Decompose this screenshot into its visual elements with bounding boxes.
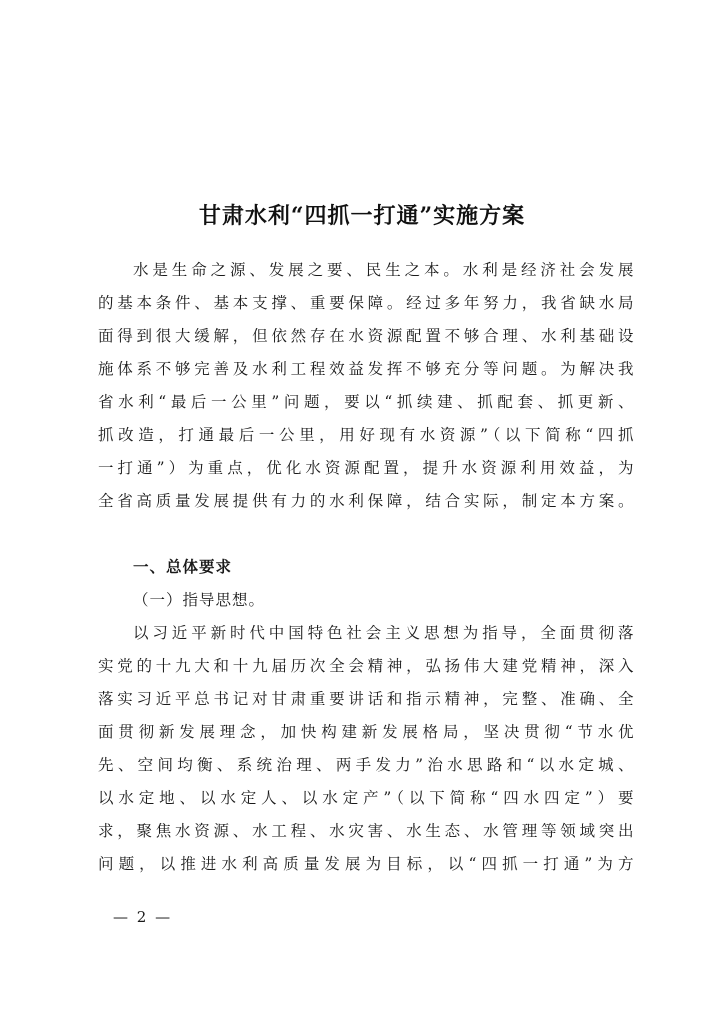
paragraph-line: 问题，以推进水利高质量发展为目标，以“四抓一打通”为方 [98, 855, 634, 873]
subsection-heading: （一）指导思想。 [133, 591, 266, 609]
paragraph-line: 一打通”）为重点，优化水资源配置，提升水资源利用效益，为 [98, 459, 634, 477]
paragraph-line: 全省高质量发展提供有力的水利保障，结合实际，制定本方案。 [98, 492, 634, 510]
paragraph-line: 先、空间均衡、系统治理、两手发力”治水思路和“以水定城、 [98, 756, 634, 774]
paragraph-line: 抓改造，打通最后一公里，用好现有水资源”（以下简称“四抓 [98, 426, 634, 444]
paragraph-line: 面贯彻新发展理念，加快构建新发展格局，坚决贯彻“节水优 [98, 723, 634, 741]
paragraph-line: 施体系不够完善及水利工程效益发挥不够充分等问题。为解决我 [98, 360, 634, 378]
page-number: — 2 — [113, 908, 173, 926]
paragraph-line: 水是生命之源、发展之要、民生之本。水利是经济社会发展 [133, 261, 634, 279]
paragraph-line: 省水利“最后一公里”问题，要以“抓续建、抓配套、抓更新、 [98, 393, 634, 411]
section-heading: 一、总体要求 [133, 558, 233, 576]
paragraph-line: 以水定地、以水定人、以水定产”（以下简称“四水四定”）要 [98, 789, 634, 807]
paragraph-line: 落实习近平总书记对甘肃重要讲话和指示精神，完整、准确、全 [98, 690, 634, 708]
paragraph-line: 的基本条件、基本支撑、重要保障。经过多年努力，我省缺水局 [98, 294, 634, 312]
document-title: 甘肃水利“四抓一打通”实施方案 [198, 203, 526, 229]
paragraph-line: 实党的十九大和十九届历次全会精神，弘扬伟大建党精神，深入 [98, 657, 634, 675]
paragraph-line: 面得到很大缓解，但依然存在水资源配置不够合理、水利基础设 [98, 327, 634, 345]
paragraph-line: 以习近平新时代中国特色社会主义思想为指导，全面贯彻落 [133, 624, 634, 642]
paragraph-line: 求，聚焦水资源、水工程、水灾害、水生态、水管理等领域突出 [98, 822, 634, 840]
